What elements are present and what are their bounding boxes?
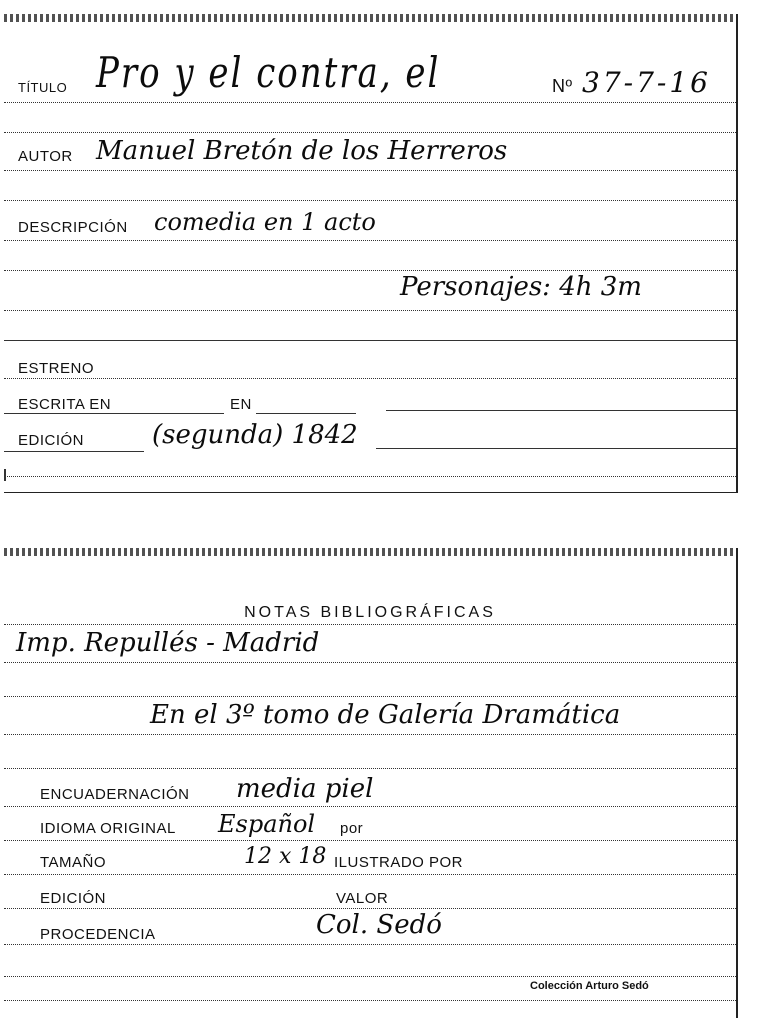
titulo-label: TÍTULO	[18, 80, 68, 95]
rule	[4, 944, 736, 945]
note-line-2: En el 3º tomo de Galería Dramática	[150, 700, 621, 730]
rule	[4, 102, 736, 103]
rule	[4, 1000, 736, 1001]
procedencia-value: Col. Sedó	[316, 910, 442, 940]
perforated-edge	[4, 14, 736, 22]
tamano-label: TAMAÑO	[40, 854, 107, 871]
escrita-en-label: EN	[230, 396, 252, 413]
note-line-1: Imp. Repullés - Madrid	[16, 628, 320, 658]
rule	[4, 874, 736, 875]
autor-label: AUTOR	[18, 148, 73, 165]
encuadernacion-label: ENCUADERNACIÓN	[40, 786, 190, 803]
rule	[4, 624, 736, 625]
rule	[256, 413, 356, 414]
rule	[4, 310, 736, 311]
rule	[4, 734, 736, 735]
edicion-value: (segunda) 1842	[152, 420, 358, 450]
rule	[4, 413, 224, 414]
perforated-edge	[4, 548, 736, 556]
valor-label: VALOR	[336, 890, 389, 907]
rule	[4, 240, 736, 241]
rule	[4, 768, 736, 769]
titulo-value: Pro y el contra, el	[96, 48, 441, 98]
ilustrado-label: ILUSTRADO POR	[334, 854, 464, 871]
rule	[4, 476, 736, 477]
descripcion-label: DESCRIPCIÓN	[18, 219, 128, 236]
autor-value: Manuel Bretón de los Herreros	[96, 136, 508, 166]
escrita-label: ESCRITA EN	[18, 396, 112, 413]
rule	[4, 378, 736, 379]
rule	[4, 908, 736, 909]
rule	[386, 410, 736, 411]
descripcion-value: comedia en 1 acto	[154, 208, 376, 236]
encuadernacion-value: media piel	[236, 774, 374, 804]
personajes-note: Personajes: 4h 3m	[400, 272, 642, 302]
rule	[4, 200, 736, 201]
rule	[376, 448, 736, 449]
notes-header: NOTAS BIBLIOGRÁFICAS	[244, 604, 496, 621]
collection-credit: Colección Arturo Sedó	[530, 980, 649, 992]
card-corner-mark	[4, 469, 6, 481]
number-value: 37-7-16	[582, 66, 711, 99]
rule	[4, 696, 736, 697]
rule	[4, 170, 736, 171]
catalog-card-front	[4, 14, 738, 493]
tamano-value: 12 x 18	[244, 844, 327, 869]
edicion-label: EDICIÓN	[18, 432, 85, 449]
rule	[4, 662, 736, 663]
rule	[4, 976, 736, 977]
idioma-por-label: por	[340, 820, 364, 837]
rule	[4, 840, 736, 841]
number-label: Nº	[552, 76, 573, 96]
catalog-card-back	[4, 548, 738, 1018]
edicion-back-label: EDICIÓN	[40, 890, 107, 907]
rule	[4, 132, 736, 133]
estreno-label: ESTRENO	[18, 360, 95, 377]
idioma-label: IDIOMA ORIGINAL	[40, 820, 176, 837]
rule	[4, 270, 736, 271]
procedencia-label: PROCEDENCIA	[40, 926, 156, 943]
rule	[4, 451, 144, 452]
idioma-value: Español	[218, 810, 316, 838]
rule	[4, 806, 736, 807]
rule	[4, 340, 736, 341]
